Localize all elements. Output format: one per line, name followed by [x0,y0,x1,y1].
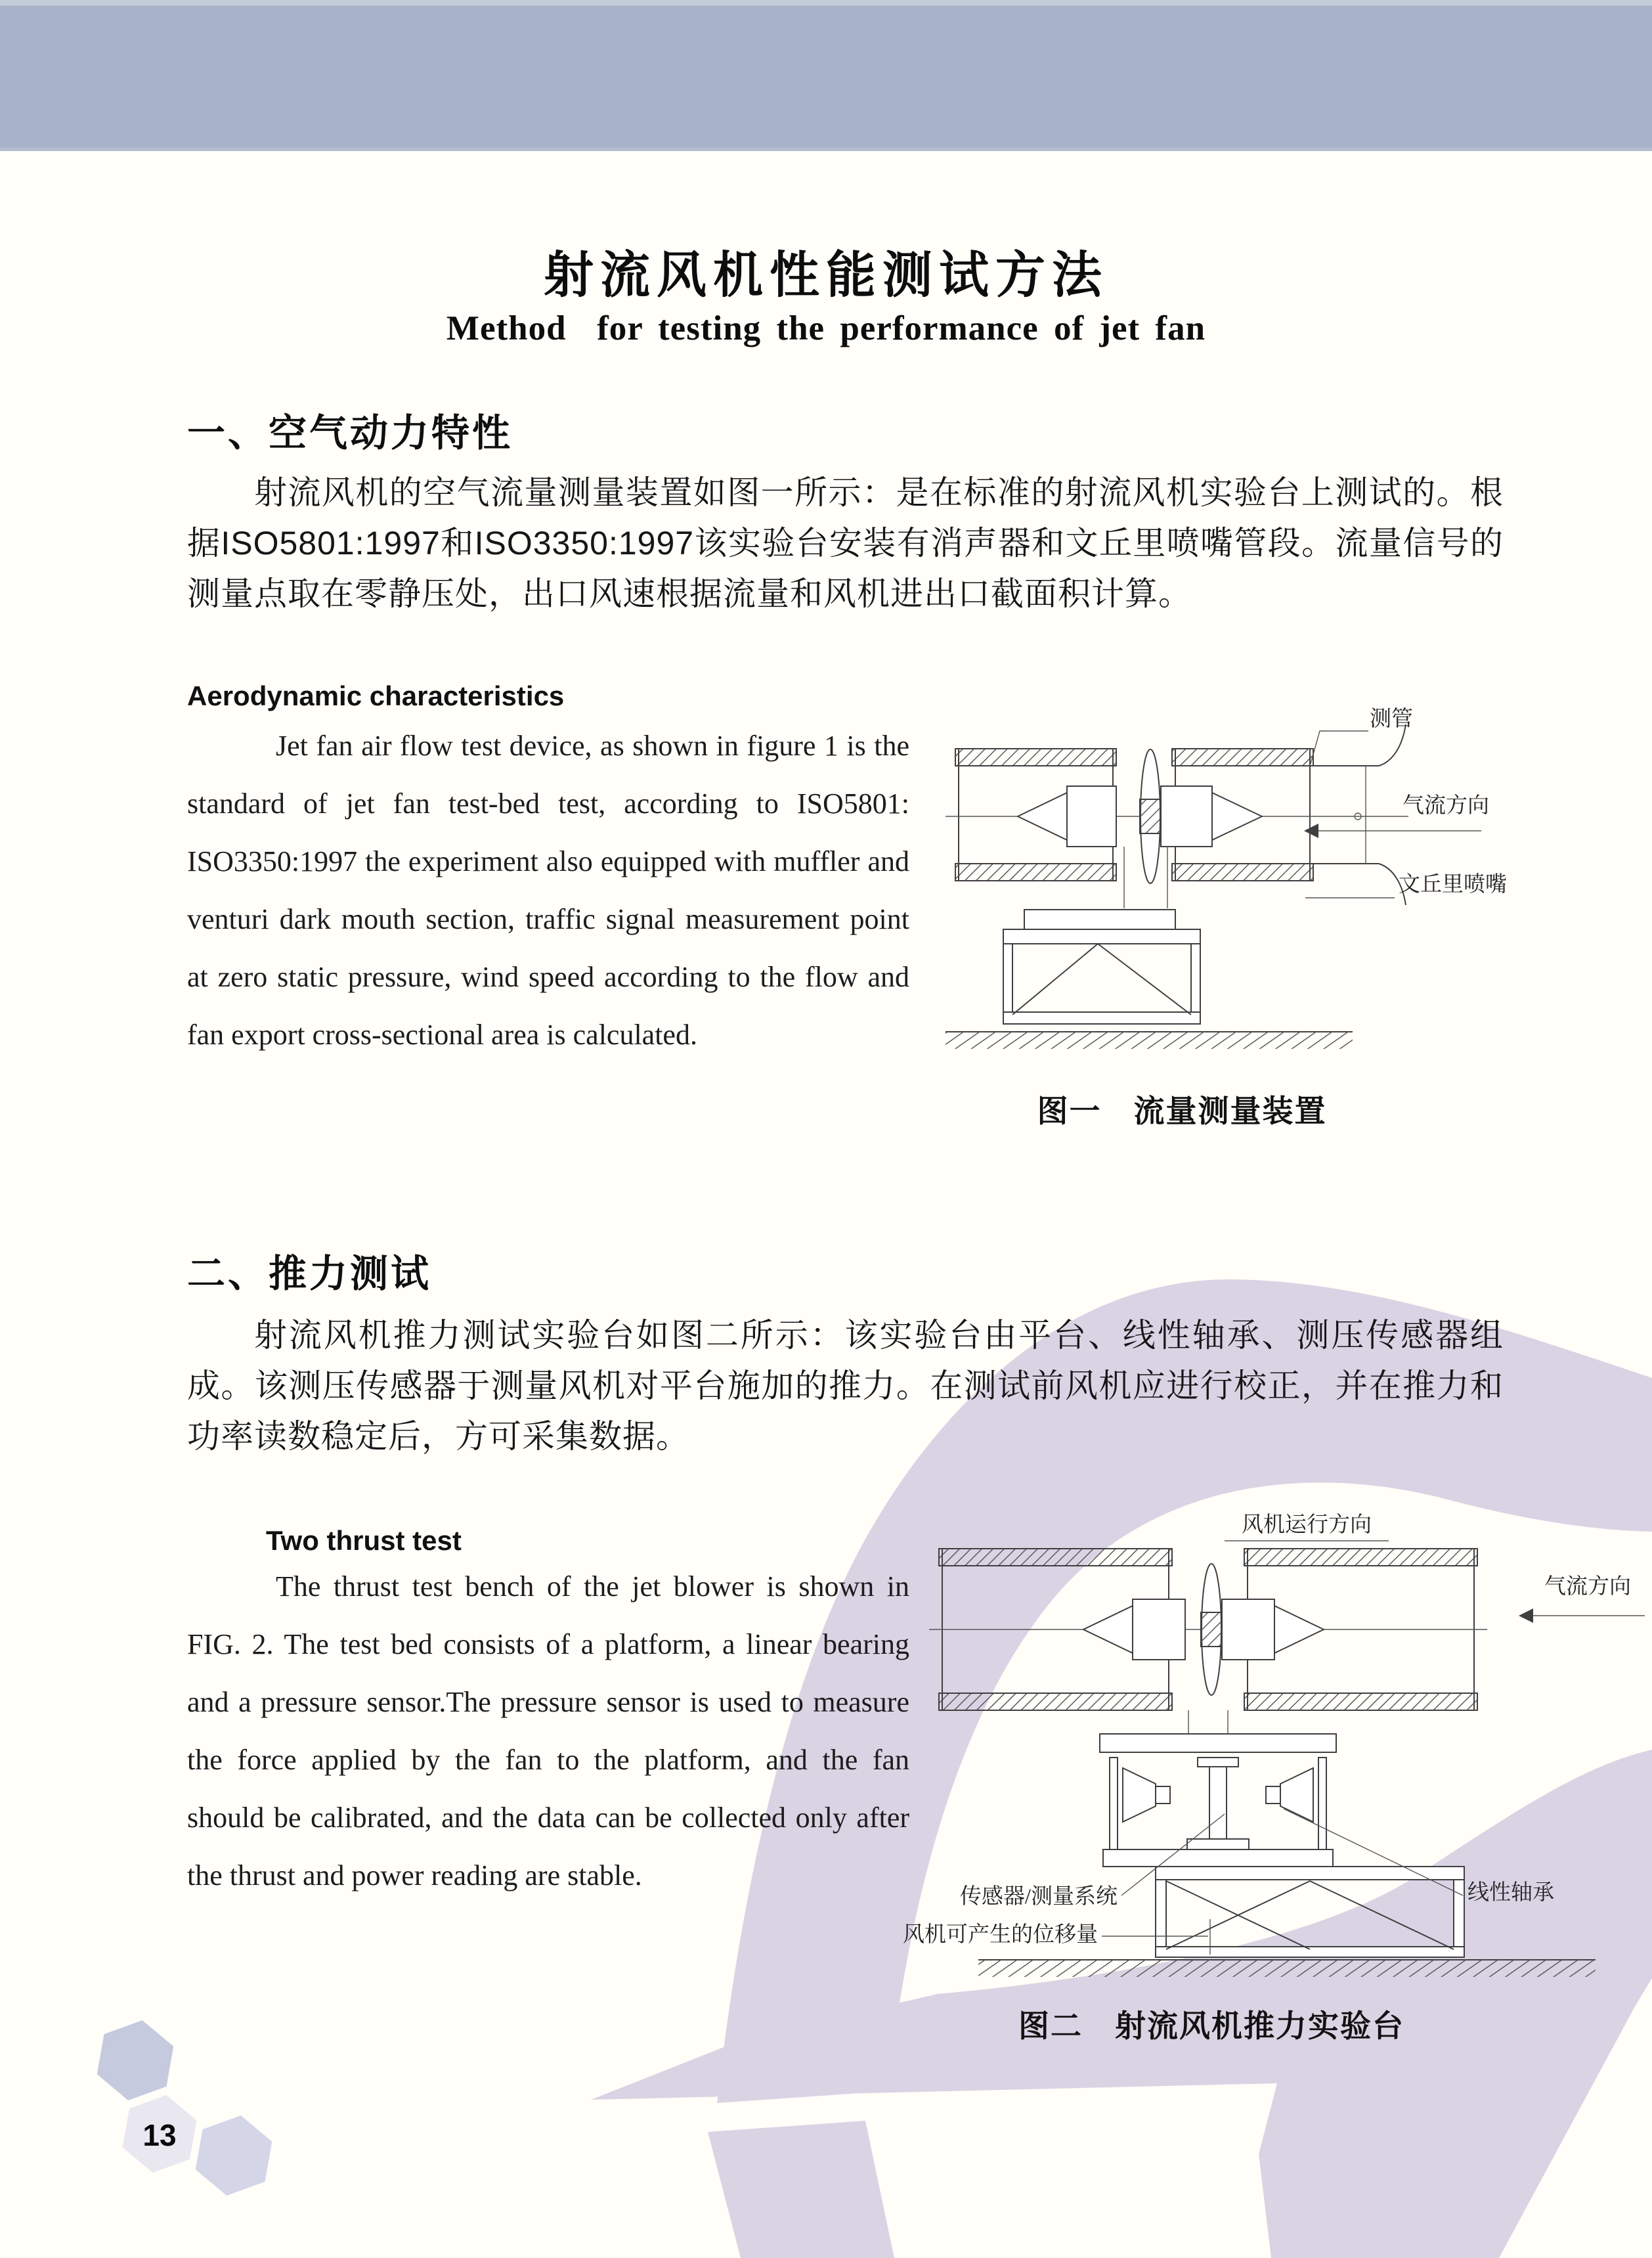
flow-arrow-head-icon [1519,1608,1533,1623]
truss-stand [1156,1867,1464,1957]
ground [978,1960,1596,1977]
section2-body-en: The thrust test bench of the jet blower is shown in FIG. 2. The test bed consists of a platform, a linear bearing and a pressure sensor.The pressure sensor is used to measure the force applied by the fan to the platform, and the fan should be calibrated, and the data can be collected only after the thrust and power reading are stable. [187,1570,909,1892]
ground [946,1032,1353,1049]
label-fan-run-direction: 风机运行方向 [1242,1513,1372,1537]
label-linear-bearing: 线性轴承 [1467,1881,1554,1905]
swoosh-leg [708,2121,894,2258]
leader-pipe [1311,731,1368,764]
section1-body-en: Jet fan air flow test device, as shown in figure 1 is the standard of jet fan test-bed test, according to ISO5801: ISO3350:1997 the experiment also equipped with muffler and venturi dark mouth section, traffic signal measurement point at zero static pressure, wind speed according to the flow and fan export cross-sectional area is calculated. [187,730,909,1051]
page-title-en: Method for testing the performance of jet fan [446,309,1206,347]
figure1-labels [1304,707,1507,898]
venturi-pipe [1313,724,1406,905]
section1-heading: 一、空气动力特性 [187,412,513,454]
page-title-zh: 射流风机性能测试方法 [544,248,1108,303]
page-number: 13 [142,2118,177,2152]
hexagon-top-icon [93,2014,177,2107]
figure1-diagram [919,647,1652,1080]
label-displacement: 风机可产生的位移量 [903,1923,1098,1947]
figure2-diagram [880,1505,1652,1985]
platform-and-bearings [1100,1710,1336,1867]
section2-heading-en: Two thrust test [266,1525,462,1556]
flow-arrow-head-icon [1304,824,1318,838]
hexagon-right-icon [192,2110,275,2202]
label-sensor-system: 传感器/测量系统 [959,1885,1118,1909]
section2-heading: 二、推力测试 [187,1252,432,1295]
figure2-caption: 图二 射流风机推力实验台 [1018,2010,1404,2044]
fan-hub [1083,1564,1324,1695]
section2-body-zh: 射流风机推力测试实验台如图二所示：该实验台由平台、线性轴承、测压传感器组成。该测压传感器于测量风机对平台施加的推力。在测试前风机应进行校正，并在推力和功率读数稳定后，方可采集数据。 [187,1317,1504,1455]
label-flow-direction: 气流方向 [1402,794,1489,818]
figure1-caption: 图一 流量测量装置 [1037,1095,1327,1129]
figure2-top-label [1225,1513,1389,1541]
label-flow-direction: 气流方向 [1544,1575,1631,1599]
header-band [0,0,1652,151]
section1-body-zh: 射流风机的空气流量测量装置如图一所示：是在标准的射流风机实验台上测试的。根据ISO5801:1997和ISO3350:1997该实验台安装有消声器和文丘里喷嘴管段。流量信号的测量点取在零静压处，出口风速根据流量和风机进出口截面积计算。 [187,474,1504,612]
label-pipe: 测管 [1370,707,1413,731]
truss-stand [1003,910,1200,1024]
label-venturi-nozzle: 文丘里喷嘴 [1399,873,1507,897]
fan-hub [1018,749,1262,908]
section1-heading-en: Aerodynamic characteristics [187,680,565,711]
